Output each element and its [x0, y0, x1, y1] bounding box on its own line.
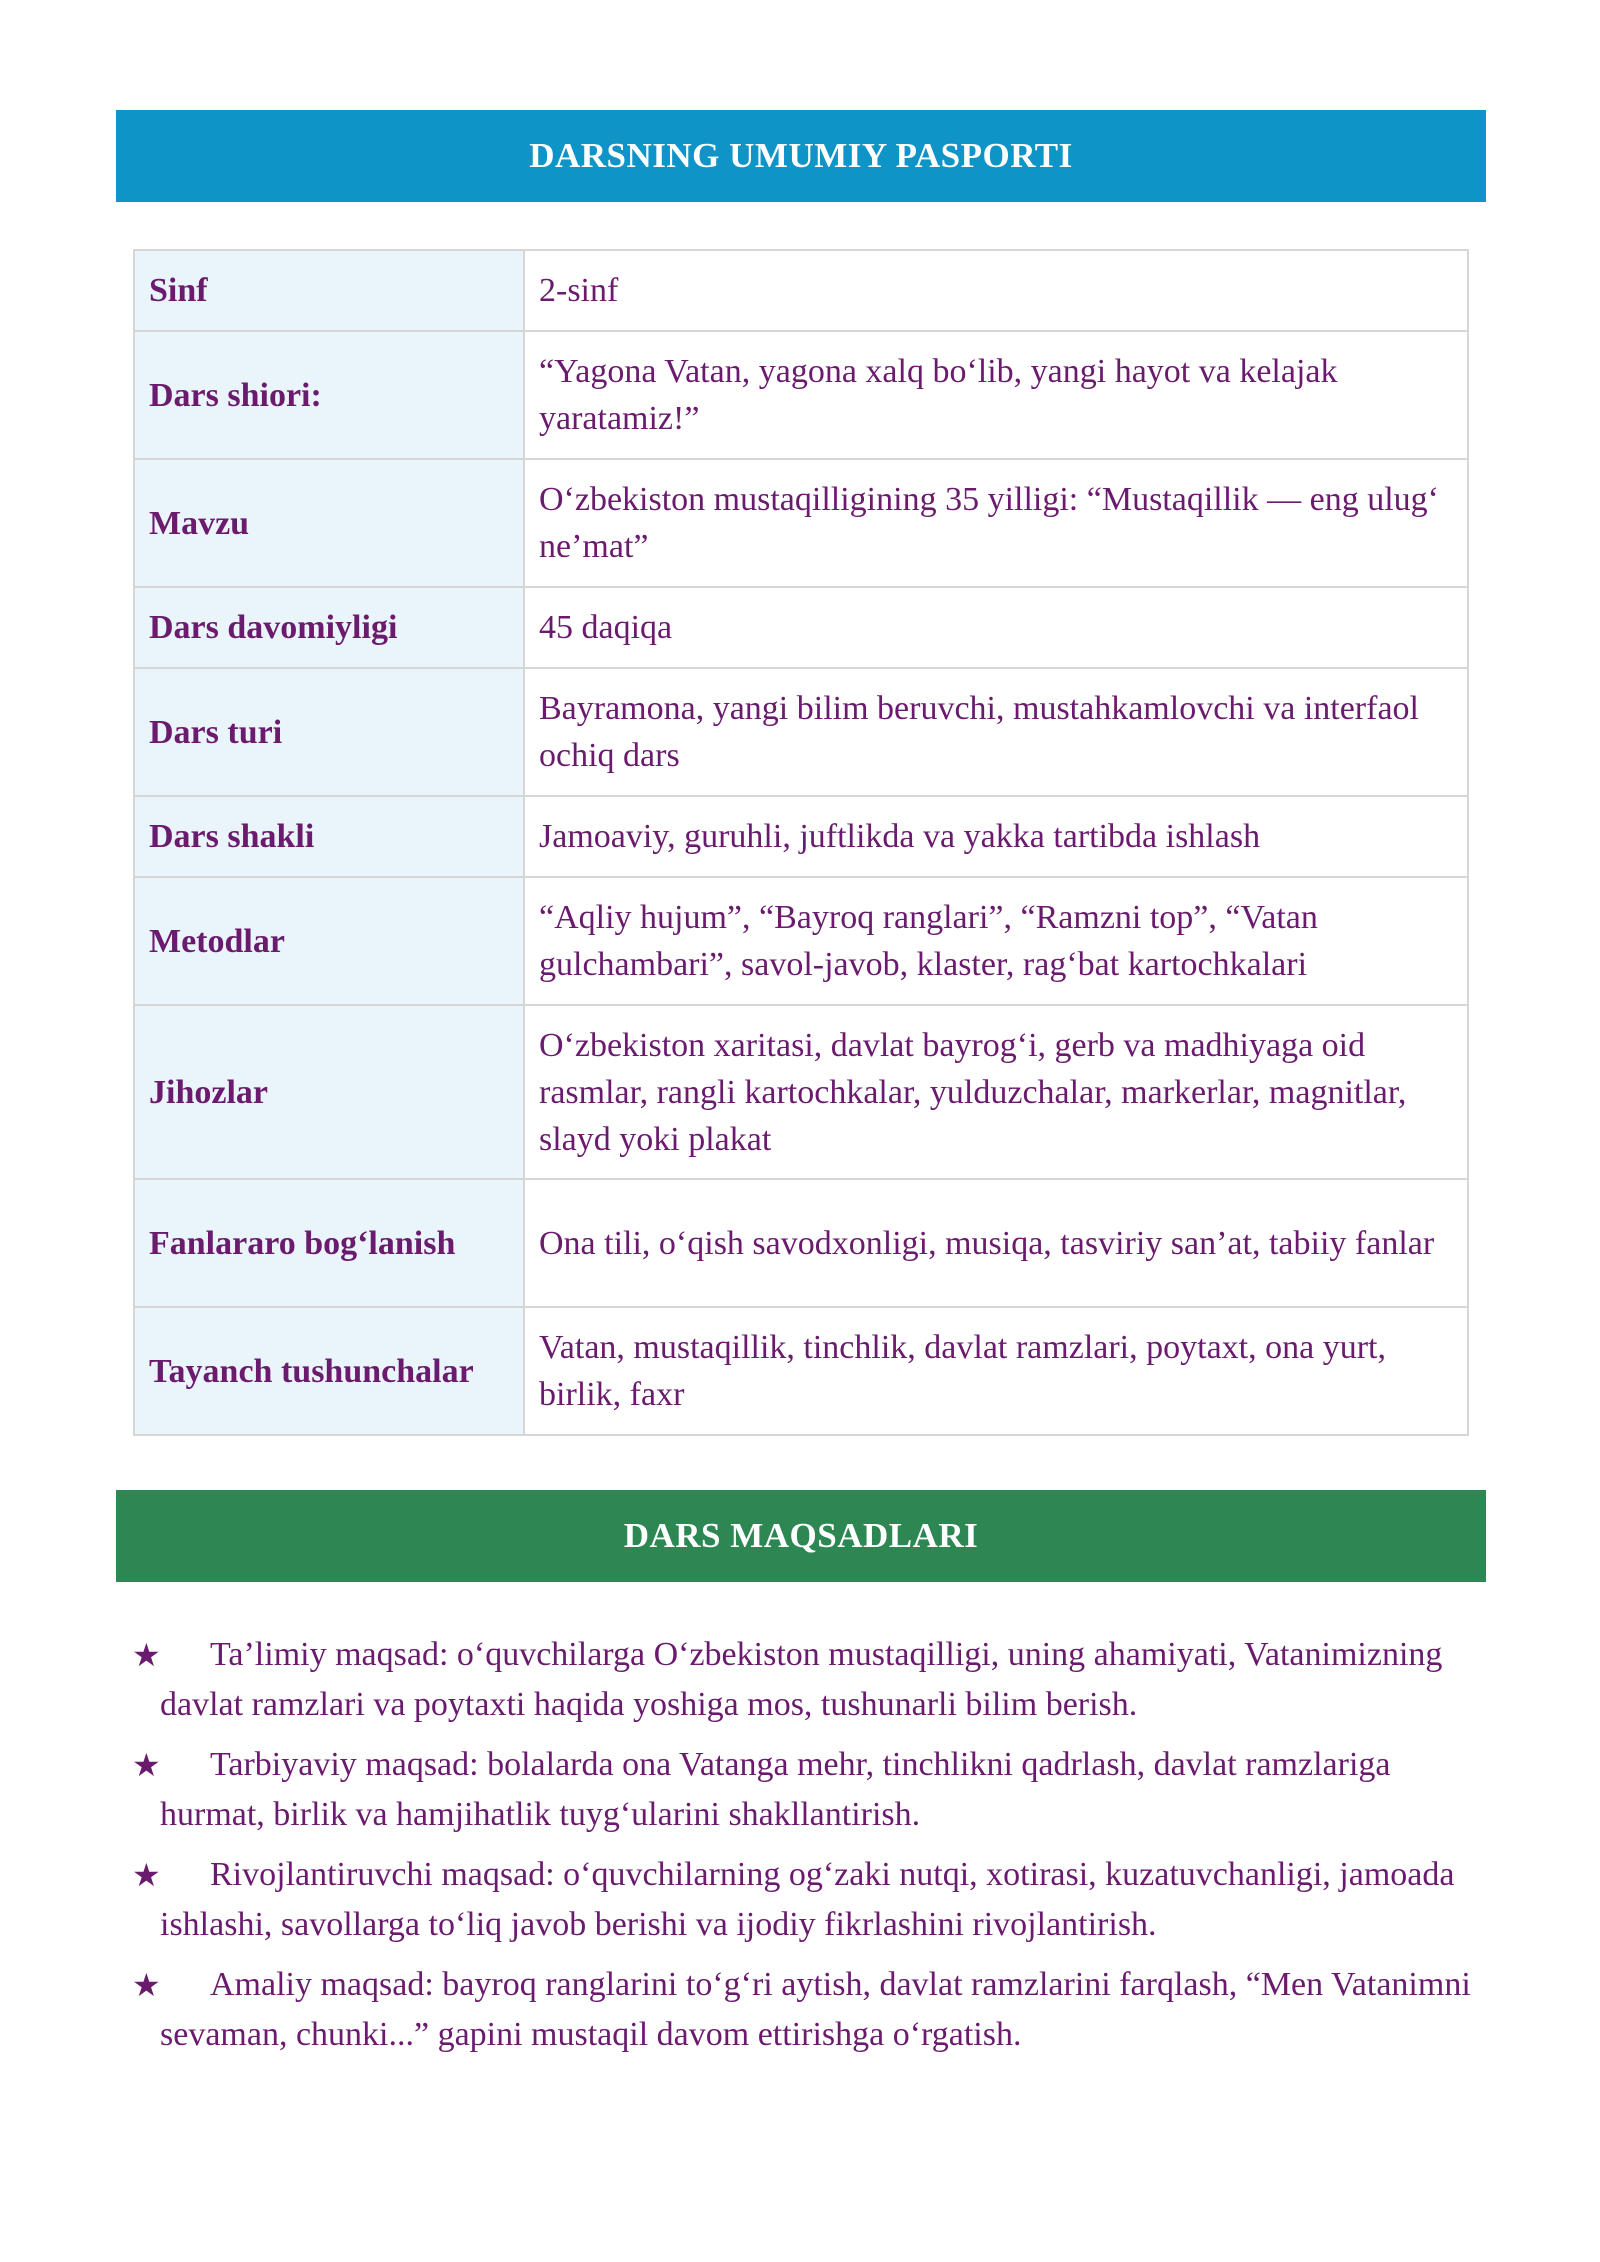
row-value-duration: 45 daqiqa: [524, 587, 1468, 668]
list-item: [132, 1960, 1502, 2060]
row-value-interdisciplinary: Ona tili, o‘qish savodxonligi, musiqa, tasviriy san’at, tabiiy fanlar: [524, 1179, 1468, 1307]
goal-text-practical: Amaliy maqsad: bayroq ranglarini to‘g‘ri aytish, davlat ramzlarini farqlash, “Men Vatanimni sevaman, chunki...” gapini mustaqil davom ettirishga o‘rgatish.: [160, 1966, 1471, 2053]
row-value-motto: “Yagona Vatan, yagona xalq bo‘lib, yangi hayot va kelajak yaratamiz!”: [524, 331, 1468, 459]
row-label-key-concepts: Tayanch tushunchalar: [134, 1307, 524, 1435]
row-value-equipment: O‘zbekiston xaritasi, davlat bayrog‘i, gerb va madhiyaga oid rasmlar, rangli kartochkalar, yulduzchalar, markerlar, magnitlar, slayd yoki plakat: [524, 1005, 1468, 1179]
star-icon: ★: [132, 1637, 161, 1673]
table-row: [134, 1307, 1468, 1435]
goals-title: DARS MAQSADLARI: [116, 1490, 1486, 1582]
row-label-lesson-form: Dars shakli: [134, 796, 524, 877]
row-label-lesson-type: Dars turi: [134, 668, 524, 796]
passport-table: [133, 249, 1469, 1436]
star-icon: ★: [132, 1967, 161, 2003]
row-label-interdisciplinary: Fanlararo bog‘lanish: [134, 1179, 524, 1307]
table-row: [134, 331, 1468, 459]
table-row: [134, 668, 1468, 796]
table-row: [134, 250, 1468, 331]
row-value-lesson-type: Bayramona, yangi bilim beruvchi, mustahkamlovchi va interfaol ochiq dars: [524, 668, 1468, 796]
row-value-methods: “Aqliy hujum”, “Bayroq ranglari”, “Ramzni top”, “Vatan gulchambari”, savol-javob, klaster, rag‘bat kartochkalari: [524, 877, 1468, 1005]
table-row: [134, 877, 1468, 1005]
table-row: [134, 1005, 1468, 1179]
table-row: [134, 796, 1468, 877]
row-label-motto: Dars shiori:: [134, 331, 524, 459]
row-value-topic: O‘zbekiston mustaqilligining 35 yilligi: “Mustaqillik — eng ulug‘ ne’mat”: [524, 459, 1468, 587]
row-label-duration: Dars davomiyligi: [134, 587, 524, 668]
row-value-key-concepts: Vatan, mustaqillik, tinchlik, davlat ramzlari, poytaxt, ona yurt, birlik, faxr: [524, 1307, 1468, 1435]
list-item: [132, 1740, 1502, 1840]
row-label-topic: Mavzu: [134, 459, 524, 587]
list-item: [132, 1850, 1502, 1950]
goals-list: [132, 1630, 1502, 2070]
goal-text-educational: Ta’limiy maqsad: o‘quvchilarga O‘zbekiston mustaqilligi, uning ahamiyati, Vatanimizning davlat ramzlari va poytaxti haqida yoshiga mos, tushunarli bilim berish.: [160, 1636, 1443, 1723]
row-label-methods: Metodlar: [134, 877, 524, 1005]
passport-title: DARSNING UMUMIY PASPORTI: [116, 110, 1486, 202]
table-row: [134, 459, 1468, 587]
row-value-grade: 2-sinf: [524, 250, 1468, 331]
row-label-equipment: Jihozlar: [134, 1005, 524, 1179]
table-row: [134, 587, 1468, 668]
row-value-lesson-form: Jamoaviy, guruhli, juftlikda va yakka tartibda ishlash: [524, 796, 1468, 877]
goal-text-developmental: Rivojlantiruvchi maqsad: o‘quvchilarning og‘zaki nutqi, xotirasi, kuzatuvchanligi, jamoada ishlashi, savollarga to‘liq javob berishi va ijodiy fikrlashini rivojlantirish.: [160, 1856, 1455, 1943]
goal-text-upbringing: Tarbiyaviy maqsad: bolalarda ona Vatanga mehr, tinchlikni qadrlash, davlat ramzlariga hurmat, birlik va hamjihatlik tuyg‘ularini shakllantirish.: [160, 1746, 1391, 1833]
row-label-grade: Sinf: [134, 250, 524, 331]
list-item: [132, 1630, 1502, 1730]
star-icon: ★: [132, 1857, 161, 1893]
table-row: [134, 1179, 1468, 1307]
star-icon: ★: [132, 1747, 161, 1783]
